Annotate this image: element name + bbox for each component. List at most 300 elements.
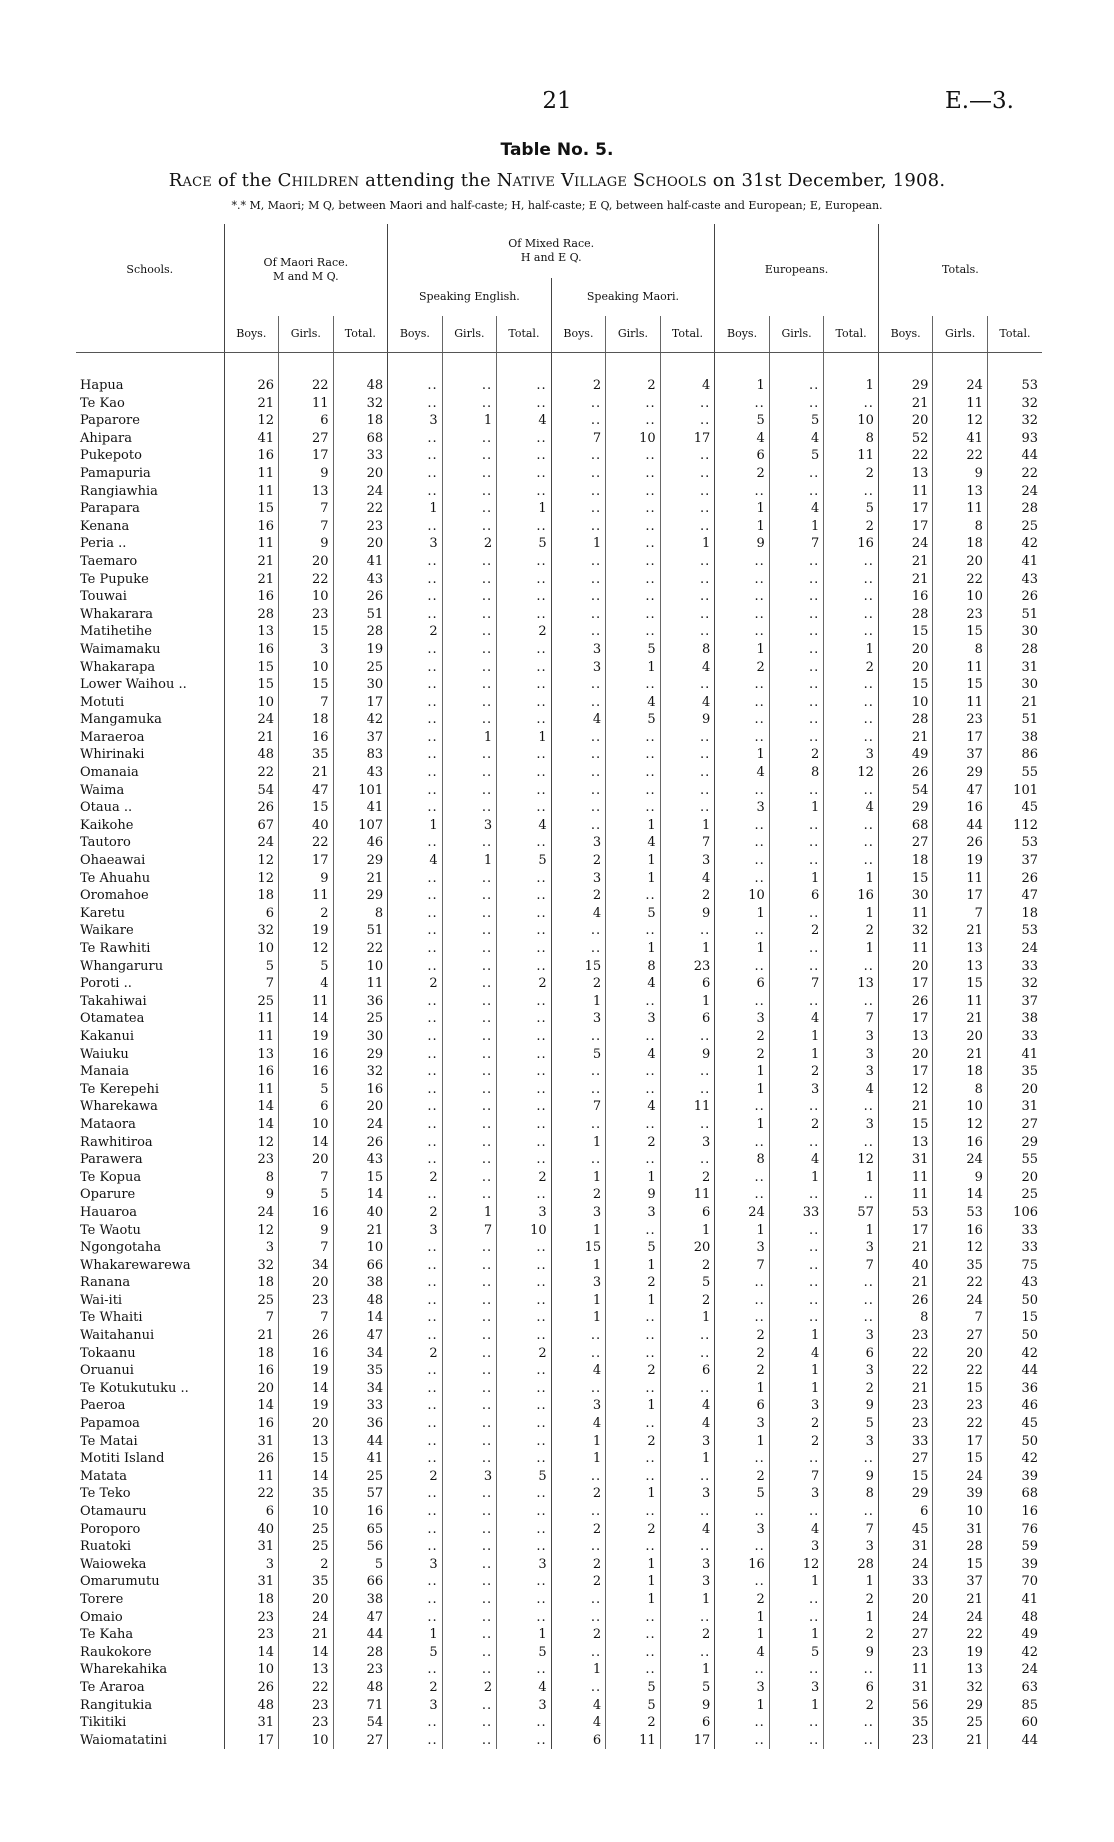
mao-boys: 3 [551,870,606,888]
euro-boys: 2 [715,1046,770,1064]
maori-girls: 35 [279,746,334,764]
tot-total: 48 [987,1609,1042,1627]
page-number: 21 [542,88,572,114]
table-row [76,1538,1042,1556]
eng-total: .. [497,447,552,465]
euro-total: 9 [824,1644,879,1662]
maori-boys: 14 [224,1098,279,1116]
mao-girls: 1 [606,1573,661,1591]
tot-boys: 15 [878,1116,933,1134]
eng-total: .. [497,676,552,694]
eng-total: 3 [497,1556,552,1574]
tot-total: 44 [987,447,1042,465]
mao-girls: .. [606,1538,661,1556]
school-name: Ohaeawai [80,853,146,869]
maori-total: 20 [333,1098,388,1116]
mao-boys: .. [551,676,606,694]
mao-total: 1 [660,1309,715,1327]
maori-boys: 8 [224,1169,279,1187]
euro-girls: 1 [769,799,824,817]
table-row [76,1714,1042,1732]
key-note: *.* M, Maori; M Q, between Maori and half-caste; H, half-caste; E Q, between half-caste and European; E, European. [231,199,883,212]
euro-girls: .. [769,905,824,923]
mao-girls: .. [606,1309,661,1327]
schools-header: Schools. [126,263,174,276]
mao-girls: 5 [606,641,661,659]
mao-boys: .. [551,1327,606,1345]
euro-boys: .. [715,711,770,729]
mao-boys: .. [551,1063,606,1081]
euro-boys: .. [715,782,770,800]
mao-girls: 1 [606,1485,661,1503]
tot-total: 42 [987,1450,1042,1468]
mao-total: .. [660,1327,715,1345]
mao-boys: 1 [551,1309,606,1327]
tot-total: 53 [987,834,1042,852]
table-row [76,553,1042,571]
euro-boys: 6 [715,447,770,465]
euro-total: .. [824,1732,879,1750]
eng-girls: 7 [442,1222,497,1240]
school-name: Whakarapa [80,659,156,675]
tot-girls: 13 [933,958,988,976]
mao-total: .. [660,922,715,940]
eng-boys: .. [388,870,443,888]
school-name: Kaikohe [80,817,134,833]
tot-boys: 29 [878,353,933,395]
maori-boys: 6 [224,905,279,923]
euro-total: 1 [824,905,879,923]
euro-boys: .. [715,676,770,694]
eng-total: .. [497,1415,552,1433]
tot-total: 51 [987,711,1042,729]
mao-boys: 2 [551,852,606,870]
school-name: Te Araroa [80,1679,145,1695]
english-girls-subheader: Girls. [442,316,497,353]
eng-boys: .. [388,1714,443,1732]
maori-total: 16 [333,1081,388,1099]
tot-boys: 21 [878,553,933,571]
mao-total: 4 [660,353,715,395]
maori-boys: 10 [224,1661,279,1679]
maori-girls: 9 [279,535,334,553]
table-row [76,1679,1042,1697]
maori-total: 57 [333,1485,388,1503]
mao-total: 4 [660,870,715,888]
eng-girls: 1 [442,852,497,870]
maori-girls: 21 [279,1626,334,1644]
eng-boys: .. [388,606,443,624]
euro-total: 1 [824,1222,879,1240]
school-name: Waioweka [80,1556,147,1572]
tot-total: 32 [987,975,1042,993]
maori-girls: 18 [279,711,334,729]
table-row [76,353,1042,395]
eng-girls: .. [442,1450,497,1468]
school-name: Wai-iti [80,1292,123,1308]
maori-boys: 11 [224,1468,279,1486]
table-row [76,922,1042,940]
euro-boys: .. [715,1732,770,1750]
maori-boys: 32 [224,1257,279,1275]
maori-girls: 15 [279,799,334,817]
eng-boys: .. [388,1116,443,1134]
eng-boys: .. [388,993,443,1011]
tot-girls: 47 [933,782,988,800]
maori-girls: 9 [279,1222,334,1240]
tot-girls: 41 [933,430,988,448]
euro-boys: .. [715,870,770,888]
mao-total: .. [660,1028,715,1046]
maori-race-header-line2: M and M Q. [272,270,339,283]
tot-total: 51 [987,606,1042,624]
mao-girls: 1 [606,1257,661,1275]
mao-boys: .. [551,1380,606,1398]
mao-boys: .. [551,483,606,501]
tot-girls: 27 [933,1327,988,1345]
tot-total: 22 [987,465,1042,483]
table-row [76,1186,1042,1204]
tot-boys: 21 [878,571,933,589]
mao-total: 3 [660,1485,715,1503]
table-row [76,623,1042,641]
school-name: Ranana [80,1275,131,1291]
maori-boys: 28 [224,606,279,624]
euro-total: 7 [824,1257,879,1275]
maori-boys: 32 [224,922,279,940]
mao-boys: 15 [551,958,606,976]
table-row [76,500,1042,518]
school-name: Kenana [80,518,130,534]
euro-girls: .. [769,1257,824,1275]
tot-total: 24 [987,1661,1042,1679]
maori-boys: 21 [224,395,279,413]
maori-boys: 14 [224,1397,279,1415]
euro-boys: .. [715,817,770,835]
mao-boys: 3 [551,834,606,852]
maori-total: 28 [333,623,388,641]
school-name: Te Pupuke [80,571,149,587]
maori-boys: 24 [224,711,279,729]
mao-boys: 3 [551,1274,606,1292]
subtitle-race: Race [168,170,212,191]
tot-total: 28 [987,500,1042,518]
maori-total: 44 [333,1433,388,1451]
eng-total: 10 [497,1222,552,1240]
euro-girls: .. [769,1503,824,1521]
mao-girls: .. [606,1661,661,1679]
euro-girls: 1 [769,1327,824,1345]
mao-total: 6 [660,975,715,993]
tot-boys: 26 [878,1292,933,1310]
maori-girls: 13 [279,483,334,501]
eng-total: .. [497,1362,552,1380]
maori-boys: 12 [224,852,279,870]
tot-girls: 10 [933,1503,988,1521]
euro-boys: 16 [715,1556,770,1574]
table-row [76,1450,1042,1468]
maori-boys: 12 [224,1134,279,1152]
table-row [76,1556,1042,1574]
maori-total: 23 [333,518,388,536]
euro-girls: .. [769,817,824,835]
table-row [76,1010,1042,1028]
eng-girls: .. [442,905,497,923]
totals-total-subheader: Total. [987,316,1042,353]
school-name: Manaia [80,1064,130,1080]
table-row [76,1063,1042,1081]
school-name: Te Matai [80,1433,138,1449]
tot-girls: 24 [933,1609,988,1627]
euro-total: 2 [824,465,879,483]
eng-total: 4 [497,412,552,430]
mao-girls: 2 [606,1362,661,1380]
tot-boys: 13 [878,1028,933,1046]
eng-total: .. [497,1134,552,1152]
mao-girls: 5 [606,905,661,923]
mao-total: 1 [660,817,715,835]
euro-total: 9 [824,1397,879,1415]
tot-total: 41 [987,553,1042,571]
euro-girls: 4 [769,430,824,448]
euro-boys: 3 [715,1010,770,1028]
euro-girls: 2 [769,1063,824,1081]
eng-total: .. [497,1538,552,1556]
schools-subheader-blank [76,316,224,353]
document-reference: E.—3. [944,88,1014,114]
tot-boys: 17 [878,1010,933,1028]
euro-girls: 1 [769,1028,824,1046]
mao-total: 2 [660,1257,715,1275]
euro-total: 8 [824,430,879,448]
euro-girls: 3 [769,1679,824,1697]
euro-total: 4 [824,799,879,817]
mao-total: .. [660,395,715,413]
mao-boys: 1 [551,1661,606,1679]
eng-boys: .. [388,1098,443,1116]
school-name: Wharekahika [80,1662,168,1678]
maori-boys: 23 [224,1626,279,1644]
tot-girls: 16 [933,799,988,817]
maori-total: 19 [333,641,388,659]
tot-total: 53 [987,353,1042,395]
mao-total: 2 [660,887,715,905]
mao-boys: 4 [551,1714,606,1732]
mao-total: .. [660,412,715,430]
speaking-maori-header: Speaking Maori. [551,278,715,316]
euro-girls: .. [769,1098,824,1116]
maori-total: 37 [333,729,388,747]
maori-boys: 11 [224,465,279,483]
tot-boys: 21 [878,1380,933,1398]
euro-total: 13 [824,975,879,993]
school-name: Poroporo [80,1521,141,1537]
euro-boys: .. [715,694,770,712]
mao-boys: 4 [551,1415,606,1433]
school-name: Te Kopua [80,1169,142,1185]
school-name: Raukokore [80,1644,152,1660]
tot-total: 41 [987,1046,1042,1064]
tot-boys: 21 [878,1239,933,1257]
tot-boys: 13 [878,465,933,483]
euro-total: .. [824,711,879,729]
mao-girls: 9 [606,1186,661,1204]
mao-girls: .. [606,606,661,624]
maori-total: 48 [333,353,388,395]
tot-girls: 29 [933,764,988,782]
maori-total: 26 [333,1134,388,1152]
tot-boys: 11 [878,940,933,958]
table-row [76,1591,1042,1609]
eng-boys: 3 [388,1697,443,1715]
tot-boys: 23 [878,1732,933,1750]
mao-total: .. [660,1468,715,1486]
school-name: Hauaroa [80,1204,138,1220]
tot-total: 24 [987,483,1042,501]
eng-girls: 1 [442,729,497,747]
eng-boys: .. [388,430,443,448]
eng-girls: 2 [442,1679,497,1697]
eng-girls: .. [442,1697,497,1715]
table-row [76,799,1042,817]
eng-girls: .. [442,1081,497,1099]
tot-girls: 22 [933,1274,988,1292]
maori-girls: 2 [279,1556,334,1574]
maori-boys: 3 [224,1239,279,1257]
eng-boys: .. [388,1433,443,1451]
subtitle-of-the: of the [217,170,272,191]
tot-boys: 15 [878,623,933,641]
tot-boys: 12 [878,1081,933,1099]
tot-boys: 11 [878,1186,933,1204]
maori-girls: 10 [279,1732,334,1750]
euro-girls: .. [769,623,824,641]
table-row [76,483,1042,501]
tot-girls: 23 [933,1397,988,1415]
mao-total: .. [660,746,715,764]
maori-total: 38 [333,1274,388,1292]
school-name: Te Kaha [80,1627,134,1643]
maori-girls: 10 [279,659,334,677]
tot-total: 70 [987,1573,1042,1591]
mao-boys: .. [551,1591,606,1609]
tot-boys: 21 [878,729,933,747]
tot-girls: 15 [933,676,988,694]
mao-total: 1 [660,535,715,553]
maori-boys: 11 [224,1028,279,1046]
maori-boys: 12 [224,1222,279,1240]
euro-girls: .. [769,1714,824,1732]
table-row [76,641,1042,659]
euro-girls: .. [769,1309,824,1327]
mao-boys: .. [551,395,606,413]
tot-girls: 8 [933,1081,988,1099]
euro-boys: 2 [715,1591,770,1609]
maori-boys: 15 [224,500,279,518]
euro-boys: .. [715,1538,770,1556]
table-row [76,1626,1042,1644]
school-name: Otaua .. [80,800,133,816]
mao-total: 17 [660,430,715,448]
mao-girls: 5 [606,1697,661,1715]
euro-boys: .. [715,1274,770,1292]
eng-boys: .. [388,782,443,800]
table-row [76,1609,1042,1627]
tot-boys: 21 [878,1098,933,1116]
maori-total: 30 [333,676,388,694]
eng-total: 5 [497,1468,552,1486]
eng-total: .. [497,799,552,817]
maori-total: 41 [333,553,388,571]
tot-boys: 13 [878,1134,933,1152]
euro-boys: 1 [715,1222,770,1240]
euro-boys: .. [715,1309,770,1327]
eng-boys: 1 [388,1626,443,1644]
tot-total: 60 [987,1714,1042,1732]
mao-boys: 4 [551,711,606,729]
table-row [76,834,1042,852]
mao-girls: 2 [606,353,661,395]
euro-boys: .. [715,852,770,870]
euro-total: 1 [824,641,879,659]
tot-girls: 13 [933,940,988,958]
maori-total: 42 [333,711,388,729]
euro-total: 3 [824,1239,879,1257]
tot-girls: 39 [933,1485,988,1503]
maori-girls: 35 [279,1485,334,1503]
eng-total: 1 [497,500,552,518]
euro-boys: 5 [715,1485,770,1503]
mao-girls: 1 [606,1169,661,1187]
mao-boys: .. [551,1081,606,1099]
tot-girls: 10 [933,588,988,606]
euro-boys: .. [715,1450,770,1468]
euro-total: 2 [824,1697,879,1715]
maori-total: 21 [333,1222,388,1240]
eng-total: .. [497,694,552,712]
eng-girls: .. [442,1397,497,1415]
euro-total: 3 [824,1538,879,1556]
euro-girls: .. [769,571,824,589]
tot-total: 33 [987,958,1042,976]
eng-total: .. [497,1327,552,1345]
table-row [76,676,1042,694]
eng-girls: .. [442,799,497,817]
subtitle-children: Children [277,170,360,191]
mao-girls: 5 [606,711,661,729]
mao-boys: 3 [551,1204,606,1222]
mao-girls: .. [606,588,661,606]
euro-girls: 4 [769,1151,824,1169]
eng-total: .. [497,1186,552,1204]
mao-total: .. [660,799,715,817]
maori-boys: 16 [224,588,279,606]
tot-boys: 23 [878,1397,933,1415]
euro-girls: 2 [769,1116,824,1134]
school-name: Otamauru [80,1504,147,1519]
mao-boys: .. [551,746,606,764]
eng-total: .. [497,782,552,800]
maori-total: 20 [333,465,388,483]
eng-total: 1 [497,729,552,747]
eng-total: .. [497,834,552,852]
maori-boys: 21 [224,571,279,589]
maori-total: 43 [333,1151,388,1169]
eng-total: .. [497,1714,552,1732]
tot-girls: 44 [933,817,988,835]
tot-total: 24 [987,940,1042,958]
maori-girls: 7 [279,518,334,536]
